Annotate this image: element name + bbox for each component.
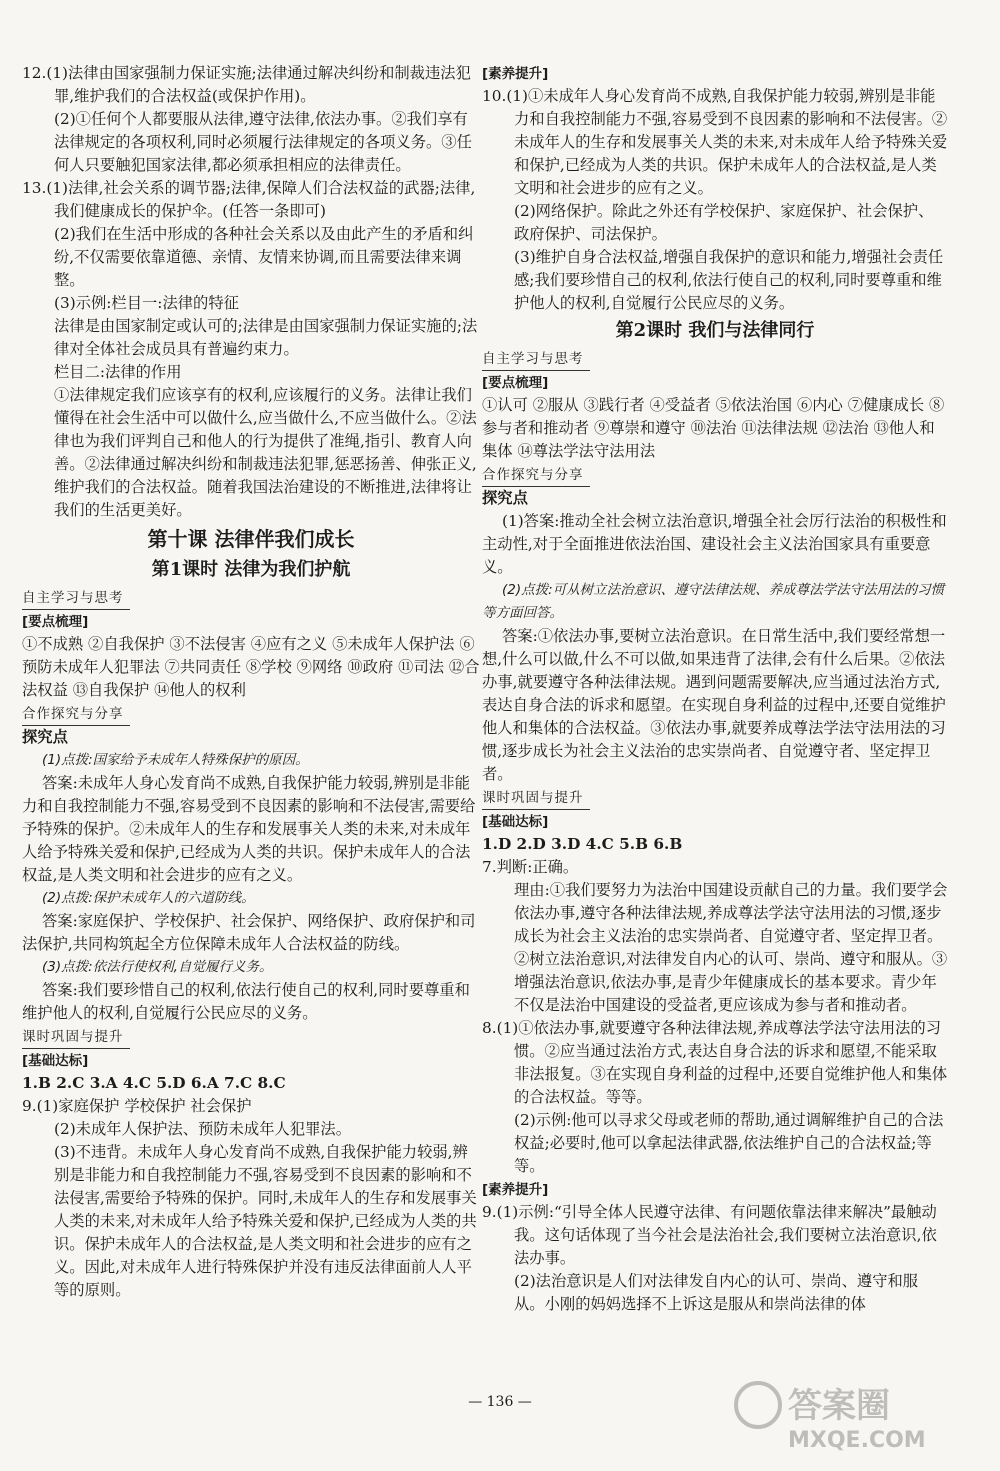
left-para-22 xyxy=(22,1049,480,1072)
right-para-13 xyxy=(482,786,948,810)
left-para-8: 第十课 法律伴我们成长 xyxy=(147,527,355,551)
subsection-label: [基础达标] xyxy=(482,814,549,830)
right-para-14 xyxy=(482,810,948,833)
left-para-17: (2)点拨:保护未成年人的六道防线。 xyxy=(42,890,255,906)
right-para-18: 8.(1)①依法办事,就要遵守各种法律法规,养成尊法学法守法用法的习惯。②应当通过法治方式,表达自身合法的诉求和愿望,不能采取非法报复。③在实现自身利益的过程中,还要自觉维护他人和集体的合法权益。等等。 xyxy=(482,1019,948,1106)
left-column xyxy=(22,62,480,1302)
right-para-4: 第2课时 我们与法律同行 xyxy=(615,320,815,341)
right-para-0 xyxy=(482,62,948,85)
right-para-21: 9.(1)示例:“引导全体人民遵守法律、有问题依靠法律来解决”最触动我。这句话体现了当今社会是法治社会,我们要树立法治意识,依法办事。 xyxy=(482,1203,937,1267)
left-para-20: 答案:我们要珍惜自己的权利,依法行使自己的权利,同时要尊重和维护他人的权利,自觉履行公民应尽的义务。 xyxy=(22,981,470,1022)
left-para-18: 答案:家庭保护、学校保护、社会保护、网络保护、政府保护和司法保护,共同构筑起全方位保障未成年人合法权益的防线。 xyxy=(22,912,476,953)
left-para-0: 12.(1)法律由国家强制力保证实施;法律通过解决纠纷和制裁违法犯罪,维护我们的合法权益(或保护作用)。 xyxy=(22,64,471,105)
left-para-24: 9.(1)家庭保护 学校保护 社会保护 xyxy=(22,1097,252,1115)
right-para-12: 答案:①依法办事,要树立法治意识。在日常生活中,我们要经常想一想,什么可以做,什么不可以做,如果违背了法律,会有什么后果。②依法办事,就要遵守各种法律法规。遇到问题需要解决,应当通过法治方式,表达自身合法的诉求和愿望。在实现自身利益的过程中,还要自觉维护他人和集体的合法权益。③依法办事,就要养成尊法学法守法用法的习惯,逐步成长为社会主义法治的忠实崇尚者、自觉遵守者、坚定捍卫者。 xyxy=(482,627,946,783)
right-para-17: 理由:①我们要努力为法治中国建设贡献自己的力量。我们要学会依法办事,遵守各种法律法规,养成尊法学法守法用法的习惯,逐步成长为社会主义法治的忠实崇尚者、自觉遵守者、坚定捍卫者。②树立法治意识,对法律发自内心的认可、崇尚、遵守和服从。③增强法治意识,依法办事,是青少年健康成长的基本要求。青少年不仅是法治中国建设的受益者,更应该成为参与者和推动者。 xyxy=(514,881,948,1014)
right-para-10: (1)答案:推动全社会树立法治意识,增强全社会厉行法治的积极性和主动性,对于全面推进依法治国、建设社会主义法治国家具有重要意义。 xyxy=(482,512,947,576)
subsection-label: [素养提升] xyxy=(482,1182,549,1198)
right-para-11: (2)点拨:可从树立法治意识、遵守法律法规、养成尊法学法守法用法的习惯等方面回答。 xyxy=(482,582,945,621)
left-para-26: (3)不违背。未成年人身心发育尚不成熟,自我保护能力较弱,辨别是非能力和自我控制能力不强,容易受到不良因素的影响和不法侵害,需要给予特殊的保护。同时,未成年人的生存和发展事关人类的未来,对未成年人给予特殊关爱和保护,已经成为人类的共识。保护未成年人的合法权益,是人类文明和社会进步的应有之义。因此,对未成年人进行特殊保护并没有违反法律面前人人平等的原则。 xyxy=(54,1143,477,1299)
left-para-11 xyxy=(22,610,480,633)
left-para-19: (3)点拨:依法行使权利,自觉履行义务。 xyxy=(42,959,273,975)
left-para-25: (2)未成年人保护法、预防未成年人犯罪法。 xyxy=(54,1120,352,1138)
left-para-4: (3)示例:栏目一:法律的特征 xyxy=(54,294,239,312)
watermark-line2: MXQE.COM xyxy=(788,1428,926,1453)
right-para-22: (2)法治意识是人们对法律发自内心的认可、崇尚、遵守和服从。小刚的妈妈选择不上诉这是服从和崇尚法律的体 xyxy=(514,1272,919,1313)
right-para-19: (2)示例:他可以寻求父母或老师的帮助,通过调解维护自己的合法权益;必要时,他可以拿起法律武器,依法维护自己的合法权益;等等。 xyxy=(514,1111,944,1175)
watermark-logo xyxy=(728,1373,978,1453)
right-para-1: 10.(1)①未成年人身心发育尚不成熟,自我保护能力较弱,辨别是非能力和自我控制能力不强,容易受到不良因素的影响和不法侵害。②未成年人的生存和发展事关人类的未来,对未成年人给予特殊关爱和保护,已经成为人类的共识。保护未成年人的合法权益,是人类文明和社会进步的应有之义。 xyxy=(482,87,948,197)
watermark-line1: 答案圈 xyxy=(788,1386,890,1426)
page-number: — 136 — xyxy=(468,1394,532,1410)
right-para-20 xyxy=(482,1178,948,1201)
right-para-5 xyxy=(482,347,948,371)
section-heading: 课时巩固与提升 xyxy=(22,1027,130,1049)
left-para-5: 法律是由国家制定或认可的;法律是由国家强制力保证实施的;法律对全体社会成员具有普遍约束力。 xyxy=(54,317,478,358)
right-para-3: (3)维护自身合法权益,增强自我保护的意识和能力,增强社会责任感;我们要珍惜自己的权利,依法行使自己的权利,同时要尊重和维护他人的权利,自觉履行公民应尽的义务。 xyxy=(514,248,944,312)
left-para-23: 1.B 2.C 3.A 4.C 5.D 6.A 7.C 8.C xyxy=(22,1074,286,1092)
left-para-14: 探究点 xyxy=(22,728,68,746)
left-para-15: (1)点拨:国家给予未成年人特殊保护的原因。 xyxy=(42,752,309,768)
subsection-label: [要点梳理] xyxy=(22,614,89,630)
left-para-1: (2)①任何个人都要服从法律,遵守法律,依法办事。②我们享有法律规定的各项权利,同时必须履行法律规定的各项义务。③任何人只要触犯国家法律,都必须承担相应的法律责任。 xyxy=(54,110,472,174)
left-para-13 xyxy=(22,702,480,726)
left-para-2: 13.(1)法律,社会关系的调节器;法律,保障人们合法权益的武器;法律,我们健康成长的保护伞。(任答一条即可) xyxy=(22,179,476,220)
section-heading: 合作探究与分享 xyxy=(482,465,590,487)
right-para-16: 7.判断:正确。 xyxy=(482,858,579,876)
left-para-3: (2)我们在生活中形成的各种社会关系以及由此产生的矛盾和纠纷,不仅需要依靠道德、亲情、友情来协调,而且需要法律来调整。 xyxy=(54,225,474,289)
left-para-6: 栏目二:法律的作用 xyxy=(54,363,182,381)
left-para-16: 答案:未成年人身心发育尚不成熟,自我保护能力较弱,辨别是非能力和自我控制能力不强,容易受到不良因素的影响和不法侵害,需要给予特殊的保护。②未成年人的生存和发展事关人类的未来,对未成年人给予特殊关爱和保护,已经成为人类的共识。保护未成年人的合法权益,是人类文明和社会进步的应有之义。 xyxy=(22,774,476,884)
section-heading: 课时巩固与提升 xyxy=(482,788,590,810)
subsection-label: [要点梳理] xyxy=(482,375,549,391)
left-para-7: ①法律规定我们应该享有的权利,应该履行的义务。法律让我们懂得在社会生活中可以做什么,应当做什么,不应当做什么。②法律也为我们评判自己和他人的行为提供了准绳,指引、教育人向善。②法律通过解决纠纷和制裁违法犯罪,惩恶扬善、伸张正义,维护我们的合法权益。随着我国法治建设的不断推进,法律将让我们的生活更美好。 xyxy=(54,386,477,519)
right-para-2: (2)网络保护。除此之外还有学校保护、家庭保护、社会保护、政府保护、司法保护。 xyxy=(514,202,934,243)
section-heading: 合作探究与分享 xyxy=(22,704,130,726)
left-para-21 xyxy=(22,1025,480,1049)
right-para-9: 探究点 xyxy=(482,489,528,507)
left-para-10 xyxy=(22,586,480,610)
section-heading: 自主学习与思考 xyxy=(22,588,130,610)
left-para-12: ①不成熟 ②自我保护 ③不法侵害 ④应有之义 ⑤未成年人保护法 ⑥预防未成年人犯罪法 ⑦共同责任 ⑧学校 ⑨网络 ⑩政府 ⑪司法 ⑫合法权益 ⑬自我保护 ⑭他人的权利 xyxy=(22,635,480,699)
left-para-9: 第1课时 法律为我们护航 xyxy=(151,559,351,580)
right-para-7: ①认可 ②服从 ③践行者 ④受益者 ⑤依法治国 ⑥内心 ⑦健康成长 ⑧参与者和推动者 ⑨尊崇和遵守 ⑩法治 ⑪法律法规 ⑫法治 ⑬他人和集体 ⑭尊法学法守法用法 xyxy=(482,396,945,460)
subsection-label: [素养提升] xyxy=(482,66,549,82)
right-para-15: 1.D 2.D 3.D 4.C 5.B 6.B xyxy=(482,835,683,853)
subsection-label: [基础达标] xyxy=(22,1053,89,1069)
right-para-6 xyxy=(482,371,948,394)
section-heading: 自主学习与思考 xyxy=(482,349,590,371)
right-column xyxy=(482,62,948,1316)
right-para-8 xyxy=(482,463,948,487)
